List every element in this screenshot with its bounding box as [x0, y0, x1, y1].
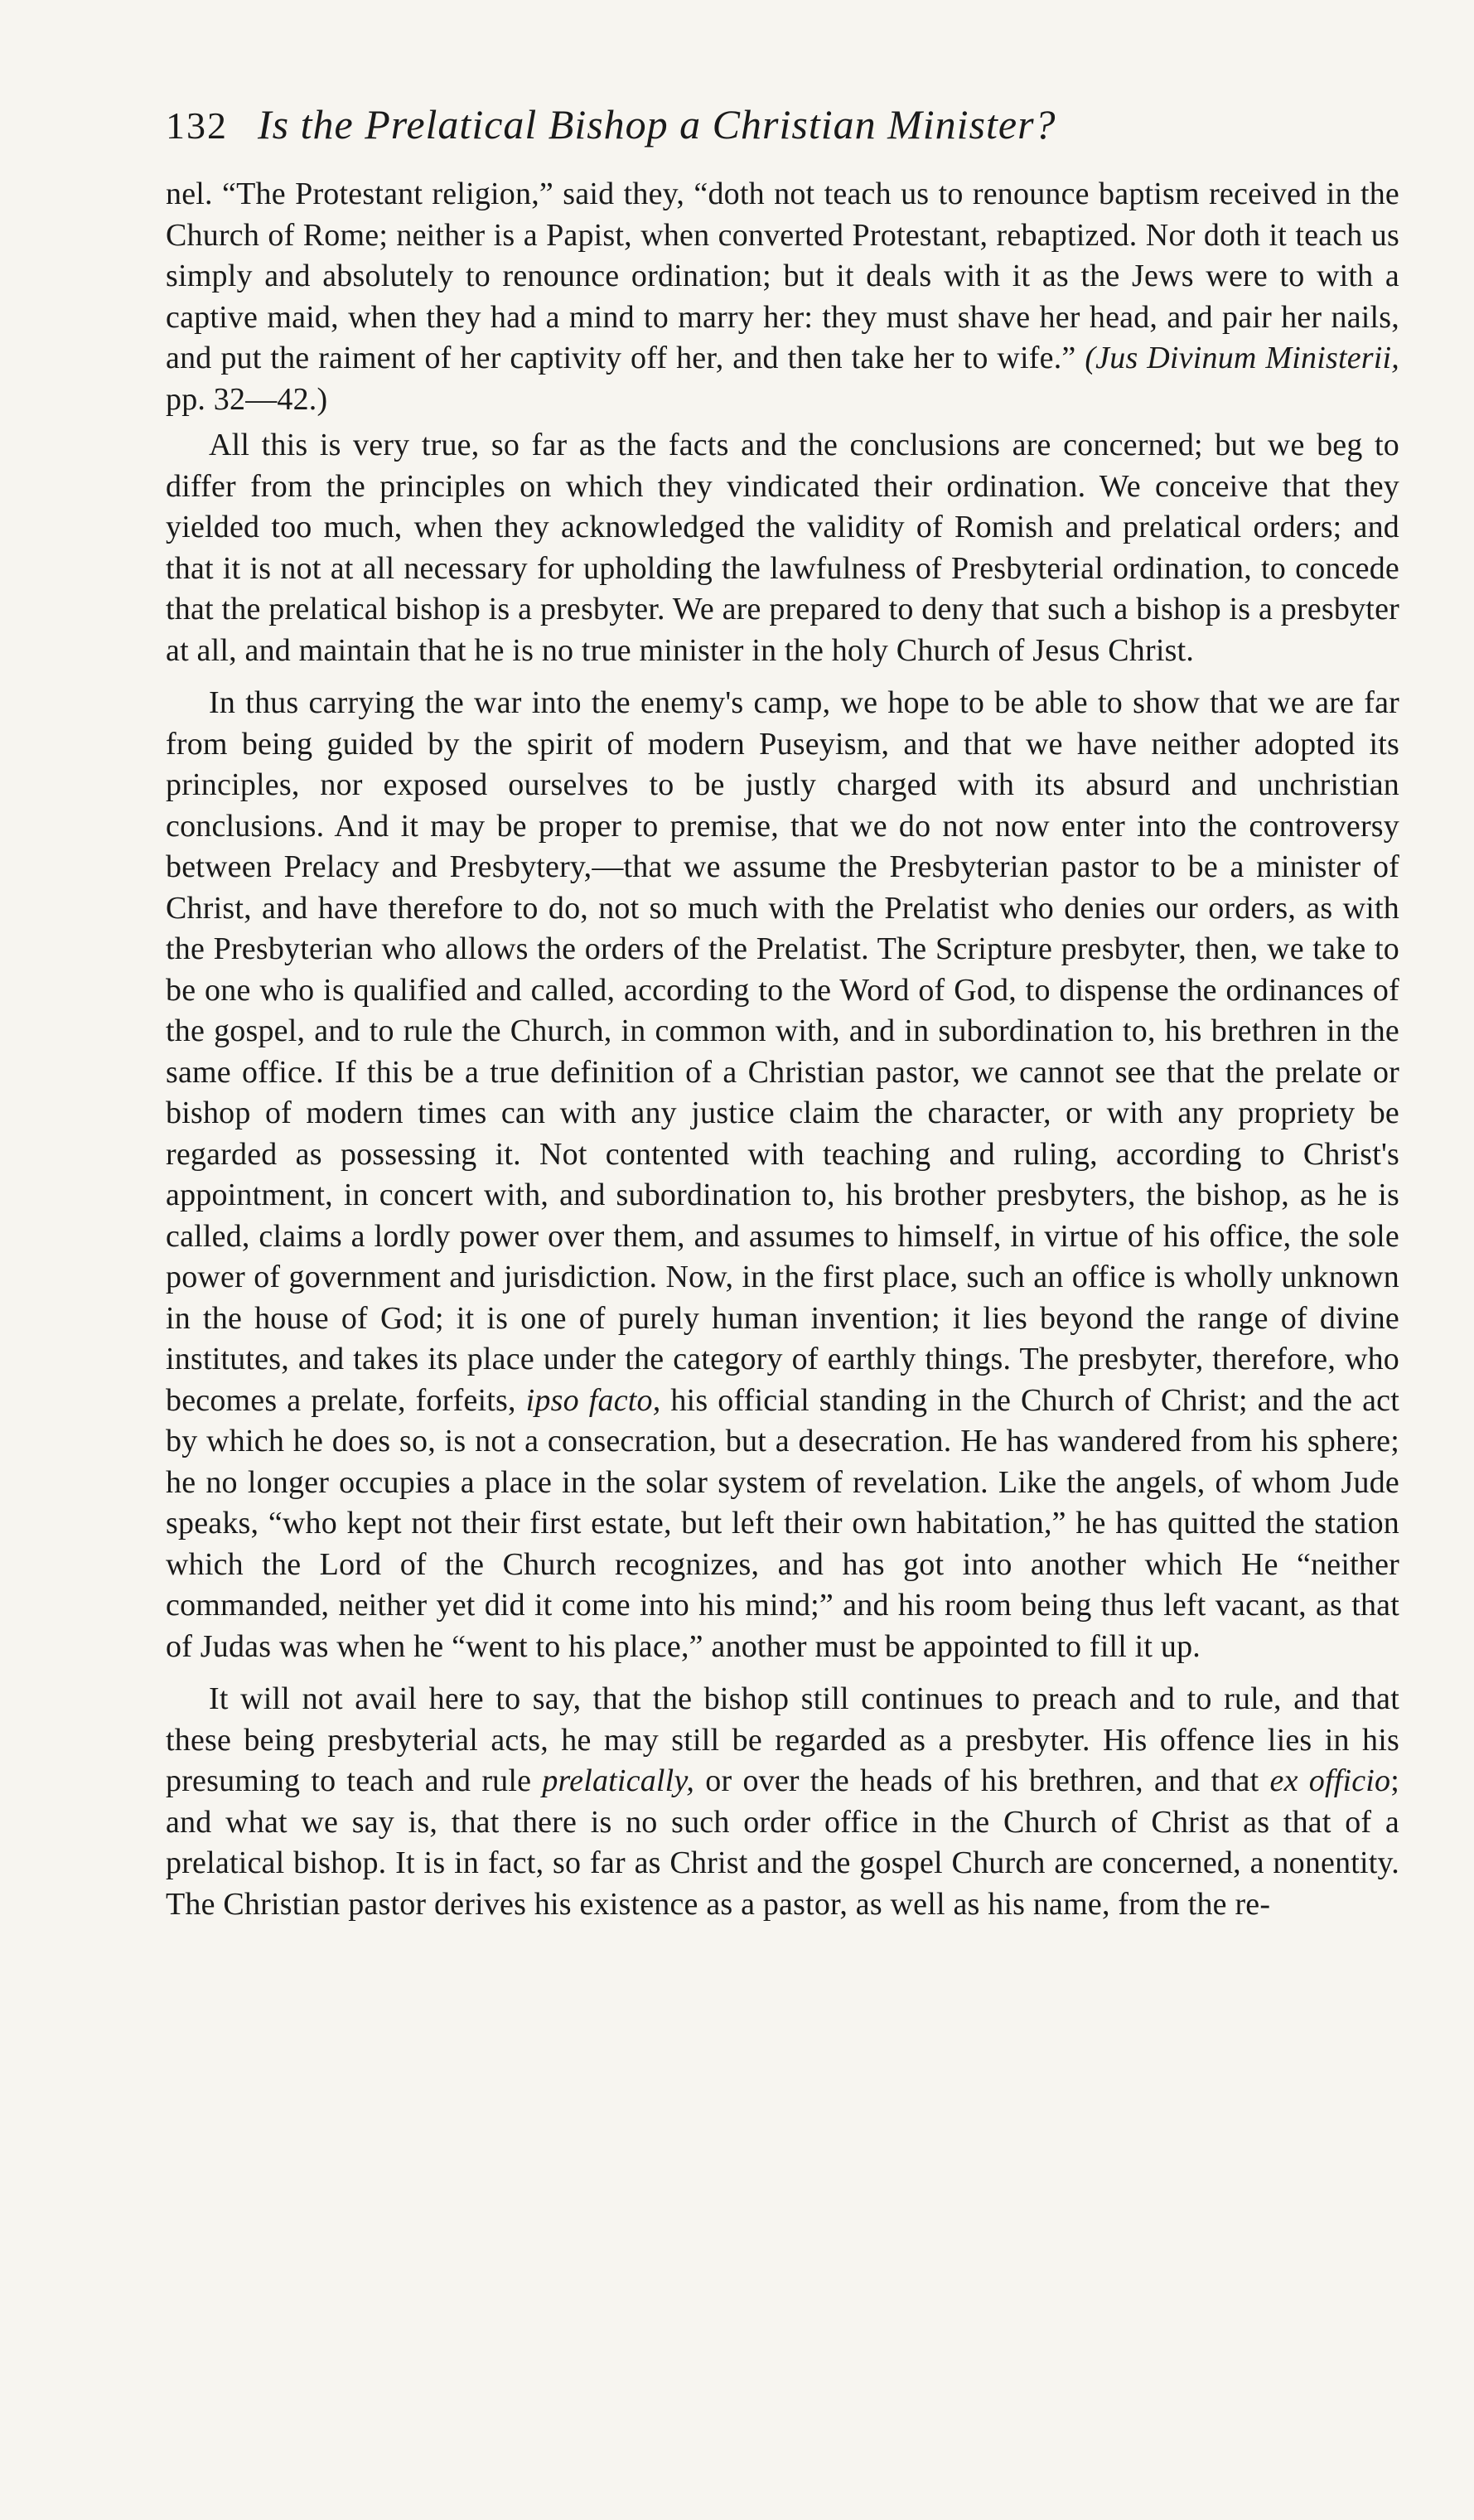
paragraph-2-text: All this is very true, so far as the facts and the conclusions are concerned; but we beg to differ from the principles on which they vindicated their ordination. We conceive that they yielded too much, when they acknowledged the validity of Romish and prelatical orders; and that it is not at all necessary for upholding the lawfulness of Presbyterial ordination, to concede that the prelatical bishop is a presbyter. We are prepared to deny that such a bishop is a presbyter at all, and maintain that he is no true minister in the holy Church of Jesus Christ. — [166, 428, 1399, 668]
paragraph-4-text-c: ; and what we say is, that there is no such order office in the Church of Christ as that of a prelatical bishop. It is in fact, so far as Christ and the gospel Church are concerned, a nonentity. The Christian pastor derives his existence as a pastor, as well as his name, from the re- — [166, 1763, 1400, 1922]
paragraph-2 — [166, 425, 1399, 671]
paragraph-3-text-a: In thus carrying the war into the enemy's camp, we hope to be able to show that we are far from being guided by the spirit of modern Puseyism, and that we have neither adopted its principles, nor exposed ourselves to be justly charged with its absurd and unchristian conclusions. And it may be proper to premise, that we do not now enter into the controversy between Prelacy and Presbytery,—that we assume the Presbyterian pastor to be a minister of Christ, and have therefore to do, not so much with the Prelatist who denies our orders, as with the Presbyterian who allows the orders of the Prelatist. The Scripture presbyter, then, we take to be one who is qualified and called, according to the Word of God, to dispense the ordinances of the gospel, and to rule the Church, in common with, and in subordination to, his brethren in the same office. If this be a true definition of a Christian pastor, we cannot see that the prelate or bishop of modern times can with any justice claim the character, or with any propriety be regarded as possessing it. Not contented with teaching and ruling, according to Christ's appointment, in concert with, and subordination to, his brother presbyters, the bishop, as he is called, claims a lordly power over them, and assumes to himself, in virtue of his office, the sole power of government and jurisdiction. Now, in the first place, such an office is wholly unknown in the house of God; it is one of purely human invention; it lies beyond the range of divine institutes, and takes its place under the category of earthly things. The presbyter, therefore, who becomes a prelate, forfeits, — [166, 685, 1399, 1418]
paragraph-1-text: nel. “The Protestant religion,” said they, “doth not teach us to renounce baptism received in the Church of Rome; neither is a Papist, when converted Protestant, rebaptized. Nor doth it teach us simply and absolutely to renounce ordination; but it deals with it as the Jews were to with a captive maid, when they had a mind to marry her: they must shave her head, and pair her nails, and put the raiment of her captivity off her, and then take her to wife.” — [166, 177, 1399, 375]
page-number: 132 — [166, 104, 228, 147]
citation-jus-divinum: (Jus Divinum Ministerii, — [1085, 341, 1399, 375]
paragraph-4-text-a: It will not avail here to say, that the bishop still continues to preach and to rule, and that these being presbyterial acts, he may still be regarded as a presbyter. His offence lies in his presuming to teach and rule — [166, 1681, 1399, 1798]
paragraph-4 — [166, 1679, 1399, 1925]
paragraph-3-text-b: his official standing in the Church of Christ; and the act by which he does so, is not a consecration, but a desecration. He has wandered from his sphere; he no longer occupies a place in the solar system of revelation. Like the angels, of whom Jude speaks, “who kept not their first estate, but left their own habitation,” he has quitted the station which the Lord of the Church recognizes, and has got into another which He “neither commanded, neither yet did it come into his mind;” and his room being thus left vacant, as that of Judas was when he “went to his place,” another must be appointed to fill it up. — [166, 1382, 1399, 1664]
prelatically-italic: prelatically, — [542, 1763, 695, 1798]
page-header — [166, 99, 1399, 151]
ex-officio-italic: ex officio — [1269, 1763, 1391, 1798]
ipso-facto-italic: ipso facto, — [525, 1382, 661, 1418]
paragraph-4-text-b: or over the heads of his brethren, and that — [705, 1763, 1259, 1798]
paragraph-3 — [166, 683, 1399, 1667]
running-title: Is the Prelatical Bishop a Christian Minister? — [258, 101, 1056, 148]
citation-pages: pp. 32—42.) — [166, 381, 328, 417]
paragraph-1 — [166, 174, 1399, 420]
